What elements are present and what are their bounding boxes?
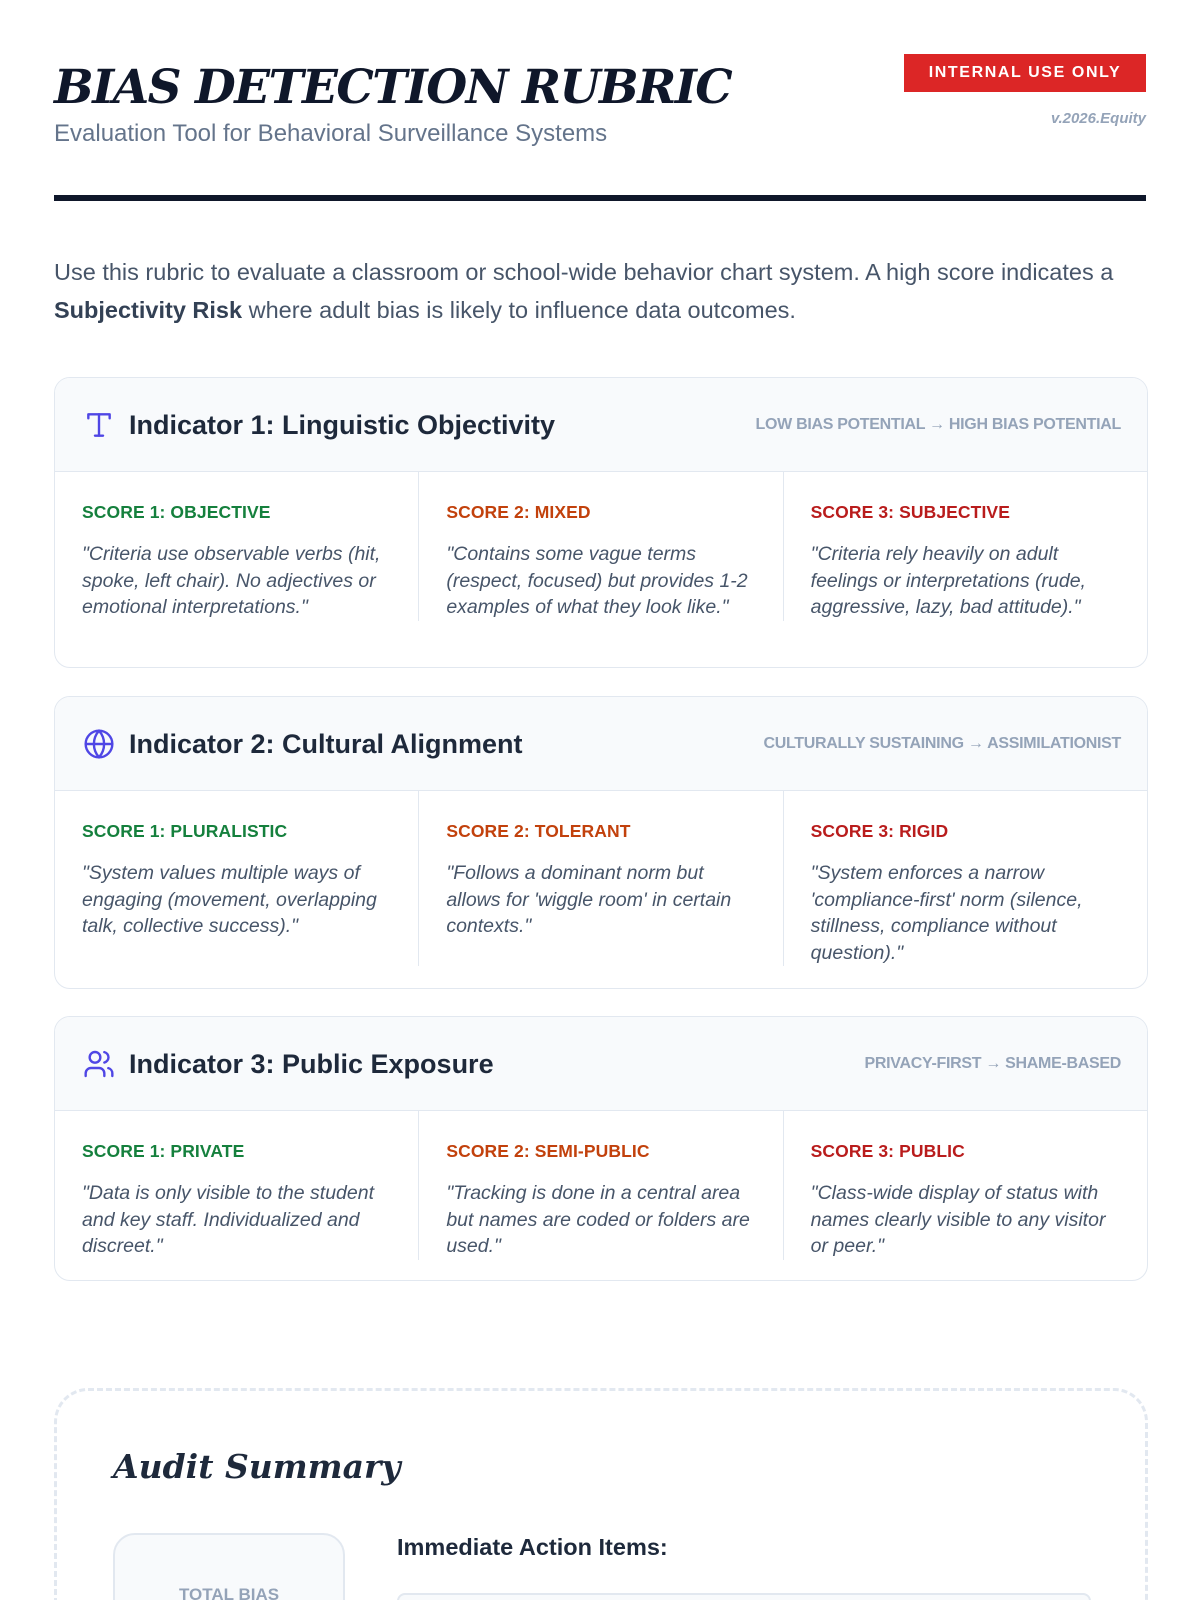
indicator-title: Indicator 1: Linguistic Objectivity [129,410,556,440]
total-bias-box [113,1533,345,1600]
action-items-title: Immediate Action Items: [397,1534,668,1560]
indicator-scale: PRIVACY-FIRST → SHAME-BASED [864,1055,1121,1072]
score-description: "Data is only visible to the student and key staff. Individualized and discreet." [82,1182,374,1257]
action-items-field[interactable] [397,1593,1091,1600]
score-label: SCORE 1: PRIVATE [82,1141,245,1161]
score-column-2 [419,472,783,621]
indicator-card-3 [54,1016,1148,1281]
internal-use-badge: INTERNAL USE ONLY [904,54,1146,92]
score-description: "Contains some vague terms (respect, focused) but provides 1-2 examples of what they look like." [446,543,748,618]
score-label: SCORE 3: SUBJECTIVE [810,502,1010,522]
audit-summary-title: Audit Summary [113,1447,401,1486]
indicator-title: Indicator 3: Public Exposure [129,1049,494,1079]
score-label: SCORE 2: MIXED [446,502,591,522]
score-column-2 [419,1111,783,1260]
typography-icon [83,409,115,441]
score-description: "Criteria rely heavily on adult feelings or interpretations (rude, aggressive, lazy, bad attitude)." [810,543,1086,618]
page-title: BIAS DETECTION RUBRIC [54,60,732,115]
rubric-header [54,54,1146,202]
users-icon [83,1048,115,1080]
score-label: SCORE 2: SEMI-PUBLIC [446,1141,650,1161]
score-column-1 [55,791,419,966]
intro-text-before: Use this rubric to evaluate a classroom or school-wide behavior chart system. A high score indicates a [54,259,1114,285]
intro-text-after: where adult bias is likely to influence data outcomes. [242,297,796,323]
indicator-scale: CULTURALLY SUSTAINING → ASSIMILATIONIST [763,735,1121,752]
score-description: "Class-wide display of status with names clearly visible to any visitor or peer." [810,1182,1106,1257]
total-bias-label: TOTAL BIAS [178,1585,280,1600]
intro-emphasis: Subjectivity Risk [54,297,243,323]
audit-summary [54,1388,1148,1600]
score-label: SCORE 1: PLURALISTIC [82,821,288,841]
version-label: v.2026.Equity [1050,110,1146,127]
page-subtitle: Evaluation Tool for Behavioral Surveillance Systems [54,120,608,147]
indicator-title: Indicator 2: Cultural Alignment [129,729,523,759]
score-description: "Criteria use observable verbs (hit, spoke, left chair). No adjectives or emotional interpretations." [82,543,381,618]
intro-paragraph [54,253,1146,329]
globe-icon [83,728,115,760]
score-label: SCORE 1: OBJECTIVE [82,502,271,522]
score-column-1 [55,472,419,621]
score-column-3 [784,472,1147,621]
score-description: "Tracking is done in a central area but names are coded or folders are used." [446,1182,750,1257]
header-divider [54,195,1146,201]
score-description: "Follows a dominant norm but allows for 'wiggle room' in certain contexts." [446,862,732,937]
indicator-card-2 [54,696,1148,989]
score-description: "System enforces a narrow 'compliance-first' norm (silence, stillness, compliance without question)." [810,862,1083,964]
indicator-scale: LOW BIAS POTENTIAL → HIGH BIAS POTENTIAL [755,416,1121,433]
score-column-3 [784,791,1147,966]
indicator-header [55,697,1147,791]
score-column-1 [55,1111,419,1260]
score-column-3 [784,1111,1147,1260]
score-column-2 [419,791,783,966]
indicator-card-1 [54,377,1148,668]
score-label: SCORE 3: RIGID [810,821,949,841]
indicator-header [55,1017,1147,1111]
score-label: SCORE 2: TOLERANT [446,821,631,841]
score-description: "System values multiple ways of engaging (movement, overlapping talk, collective success)." [82,862,377,937]
indicator-header [55,378,1147,472]
score-label: SCORE 3: PUBLIC [810,1141,965,1161]
